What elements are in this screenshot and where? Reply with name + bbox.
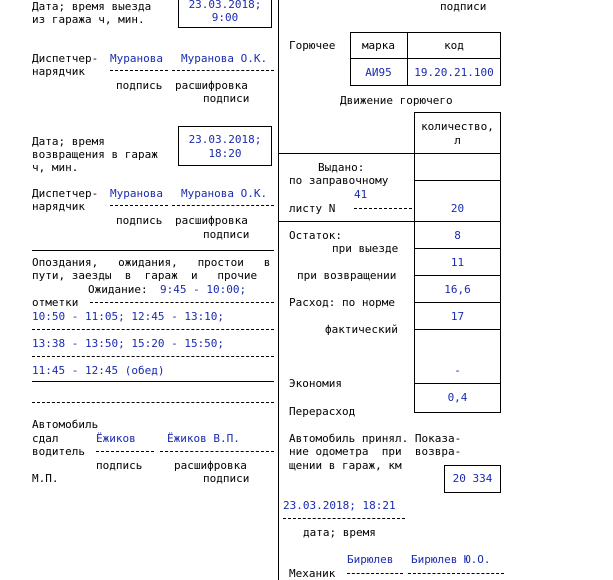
- dispatcher-1-signature: Муранова: [110, 52, 163, 65]
- delays-entry-1: 10:50 - 11:05; 12:45 - 13:10;: [32, 310, 225, 323]
- dispatcher-2-label-1: Диспетчер-: [32, 187, 99, 200]
- dispatcher-2-name-line: [172, 205, 274, 206]
- departure-label-2: из гаража ч, мин.: [32, 13, 145, 26]
- fuel-qty-header-1: количество,: [421, 120, 494, 133]
- accept-line-2: ние одометра при возвра-: [289, 445, 462, 458]
- mechanic-signature: Бирюлев: [347, 553, 394, 566]
- fuel-code: 19.20.21.100: [414, 66, 494, 79]
- fuel-qty-header-2: л: [454, 134, 461, 147]
- fuel-col-brand: марка: [361, 39, 396, 52]
- accept-line-1: Автомобиль принял. Показа-: [289, 432, 462, 445]
- consumption-norm-qty: 17: [450, 310, 465, 323]
- handover-caption-decode-1: расшифровка: [174, 459, 247, 472]
- movement-line-f: [414, 383, 501, 384]
- handover-fullname: Ёжиков В.П.: [167, 432, 240, 445]
- delays-marks-line: [90, 302, 274, 303]
- movement-line-c: [414, 275, 501, 276]
- fuel-movement-title: Движение горючего: [340, 94, 453, 107]
- delays-entry-2: 13:38 - 13:50; 15:20 - 15:50;: [32, 337, 225, 350]
- fuel-table-row-divider: [350, 58, 501, 59]
- delays-line-after-2: [32, 356, 274, 357]
- dispatcher-1-label-1: Диспетчер-: [32, 52, 99, 65]
- at-departure-label: при выезде: [332, 242, 399, 255]
- movement-line-d: [414, 302, 501, 303]
- consumption-actual-label: фактический: [325, 323, 398, 336]
- overrun-qty: 0,4: [447, 391, 468, 404]
- mechanic-fullname: Бирюлев Ю.О.: [411, 553, 491, 566]
- return-date: 23.03.2018;: [188, 133, 262, 146]
- accept-datetime-caption: дата; время: [303, 526, 376, 539]
- dispatcher-2-label-2: нарядчик: [32, 200, 85, 213]
- departure-time: 9:00: [211, 11, 239, 24]
- issued-label-2: по заправочному: [289, 174, 389, 187]
- dispatcher-1-fullname: Муранова О.К.: [181, 52, 268, 65]
- dispatcher-1-caption-decode-2: подписи: [203, 92, 250, 105]
- odometer-value: 20 334: [452, 472, 493, 485]
- at-departure-qty: 11: [450, 256, 465, 269]
- return-label-1: Дата; время: [32, 135, 105, 148]
- movement-line-header: [278, 153, 501, 154]
- issued-number-line: [354, 208, 412, 209]
- delays-entry-3: 11:45 - 12:45 (обед): [32, 364, 165, 377]
- dispatcher-1-sign-line: [110, 70, 168, 71]
- accept-datetime: 23.03.2018; 18:21: [283, 499, 396, 512]
- top-caption: подписи: [440, 0, 487, 13]
- fuel-brand: АИ95: [365, 66, 392, 79]
- dispatcher-1-caption-decode-1: расшифровка: [175, 79, 248, 92]
- delays-line-after-3: [32, 381, 274, 382]
- delays-line-1: Опоздания, ожидания, простои в: [32, 256, 271, 269]
- handover-label-2: сдал: [32, 432, 59, 445]
- departure-label-1: Дата; время выезда: [32, 0, 152, 13]
- rest-qty: 8: [454, 229, 461, 242]
- delays-line-blank: [32, 402, 274, 403]
- return-label-3: ч, мин.: [32, 161, 79, 174]
- at-return-qty: 16,6: [444, 283, 471, 296]
- at-return-label: при возвращении: [297, 269, 397, 282]
- fuel-col-code: код: [444, 39, 464, 52]
- rest-label: Остаток:: [289, 229, 342, 242]
- return-label-2: возвращения в гараж: [32, 148, 158, 161]
- mechanic-name-line: [408, 573, 504, 574]
- accept-datetime-line: [283, 518, 405, 519]
- return-datetime-box: [178, 126, 272, 166]
- fuel-label: Горючее: [289, 39, 336, 52]
- handover-sign-line: [96, 451, 154, 452]
- delays-line-2: пути, заезды в гараж и прочие: [32, 269, 258, 282]
- movement-line-e: [414, 329, 501, 330]
- dispatcher-1-label-2: нарядчик: [32, 65, 85, 78]
- economy-label: Экономия: [289, 377, 342, 390]
- movement-line-a: [414, 180, 501, 181]
- delays-waiting-value: 9:45 - 10:00;: [160, 283, 247, 296]
- column-divider: [278, 0, 279, 580]
- issued-qty: 20: [450, 202, 465, 215]
- overrun-label: Перерасход: [289, 405, 356, 418]
- handover-label-1: Автомобиль: [32, 418, 99, 431]
- dispatcher-2-caption-decode-1: расшифровка: [175, 214, 248, 227]
- dispatcher-2-caption-sign: подпись: [116, 214, 163, 227]
- accept-line-3: щении в гараж, км: [289, 459, 402, 472]
- handover-caption-sign: подпись: [96, 459, 143, 472]
- handover-stamp: М.П.: [32, 472, 59, 485]
- return-time: 18:20: [208, 147, 242, 160]
- delays-waiting-label: Ожидание:: [88, 283, 148, 296]
- movement-line-b: [414, 248, 501, 249]
- delays-top-line: [32, 250, 274, 251]
- dispatcher-2-fullname: Муранова О.К.: [181, 187, 268, 200]
- departure-date: 23.03.2018;: [188, 0, 262, 11]
- handover-signature: Ёжиков: [96, 432, 136, 445]
- handover-caption-decode-2: подписи: [203, 472, 250, 485]
- delays-marks-label: отметки: [32, 296, 79, 309]
- economy-qty: -: [454, 364, 461, 377]
- dispatcher-2-signature: Муранова: [110, 187, 163, 200]
- handover-label-3: водитель: [32, 445, 85, 458]
- dispatcher-2-caption-decode-2: подписи: [203, 228, 250, 241]
- issued-label-3: листу N: [289, 202, 336, 215]
- consumption-norm-label: Расход: по норме: [289, 296, 395, 309]
- delays-line-after-1: [32, 329, 274, 330]
- dispatcher-2-sign-line: [110, 205, 168, 206]
- movement-line-issued: [278, 221, 501, 222]
- handover-name-line: [160, 451, 274, 452]
- mechanic-sign-line: [347, 573, 403, 574]
- dispatcher-1-caption-sign: подпись: [116, 79, 163, 92]
- issued-label-1: Выдано:: [318, 161, 365, 174]
- dispatcher-1-name-line: [172, 70, 274, 71]
- mechanic-label: Механик: [289, 567, 336, 580]
- issued-fuel-card-number: 41: [354, 188, 368, 201]
